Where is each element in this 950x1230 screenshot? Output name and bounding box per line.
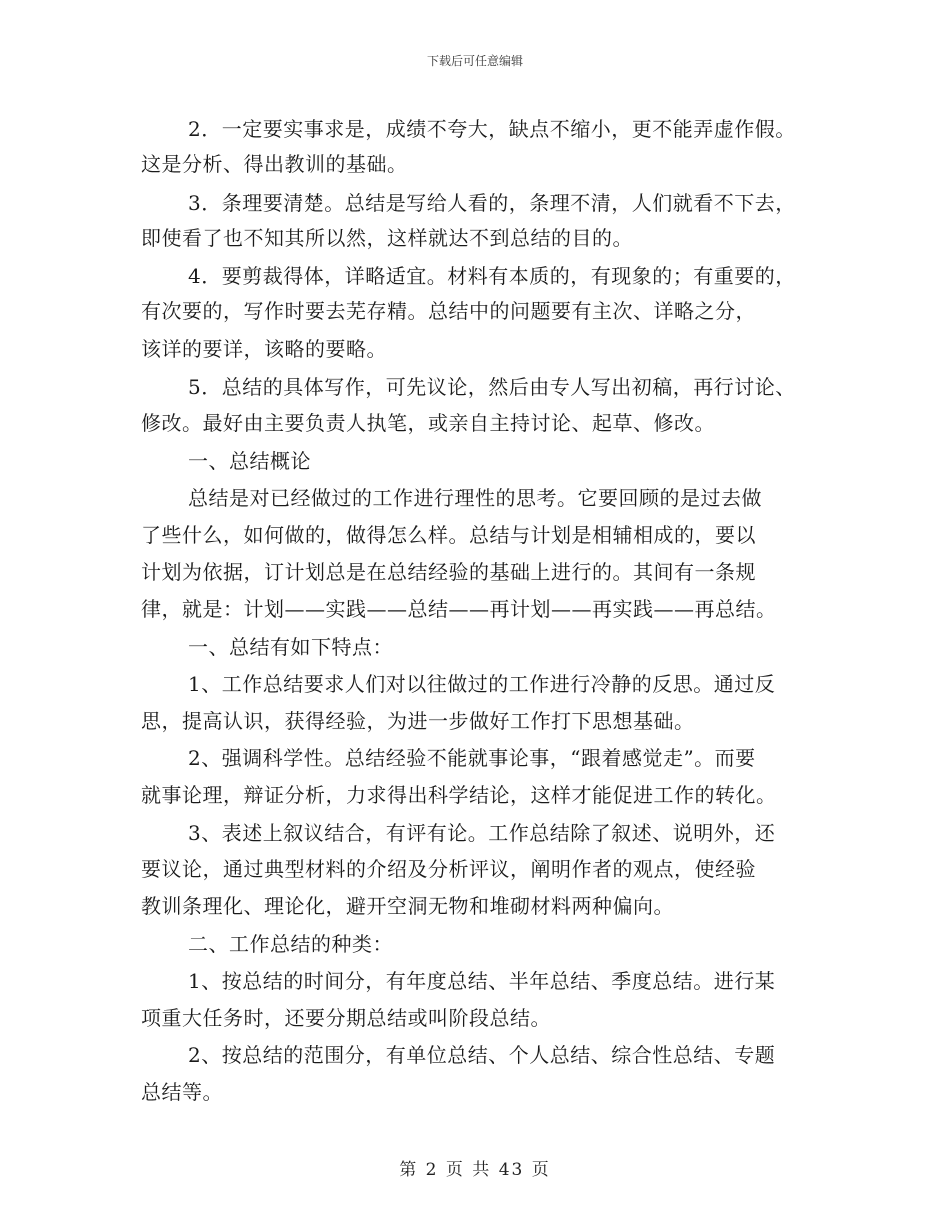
text-line: 教训条理化、理论化，避开空洞无物和堆砌材料两种偏向。 bbox=[141, 894, 674, 918]
text-line: 有次要的，写作时要去芜存精。总结中的问题要有主次、详略之分， bbox=[141, 299, 756, 323]
page-footer: 第 2 页 共 43 页 bbox=[399, 1160, 551, 1180]
text-line: 1、按总结的时间分，有年度总结、半年总结、季度总结。进行某 bbox=[188, 969, 776, 993]
text-line: 3．条理要清楚。总结是写给人看的，条理不清，人们就看不下去， bbox=[188, 191, 796, 215]
text-line: 1、工作总结要求人们对以往做过的工作进行冷静的反思。通过反 bbox=[188, 672, 776, 696]
text-line: 项重大任务时，还要分期总结或叫阶段总结。 bbox=[141, 1006, 551, 1030]
text-line: 5．总结的具体写作，可先议论，然后由专人写出初稿，再行讨论、 bbox=[188, 375, 796, 399]
text-line: 这是分析、得出教训的基础。 bbox=[141, 152, 408, 176]
text-line: 总结等。 bbox=[141, 1080, 223, 1104]
text-line: 计划为依据，订计划总是在总结经验的基础上进行的。其间有一条规 bbox=[141, 560, 756, 584]
text-line: 2、按总结的范围分，有单位总结、个人总结、综合性总结、专题 bbox=[188, 1043, 776, 1067]
page-header: 下载后可任意编辑 bbox=[426, 54, 523, 68]
text-line: 要议论，通过典型材料的介绍及分析评议，阐明作者的观点，使经验 bbox=[141, 857, 756, 881]
text-line: 2．一定要实事求是，成绩不夸大，缺点不缩小，更不能弄虚作假。 bbox=[188, 117, 796, 141]
text-line: 4．要剪裁得体，详略适宜。材料有本质的，有现象的；有重要的， bbox=[188, 264, 796, 288]
text-line: 即使看了也不知其所以然，这样就达不到总结的目的。 bbox=[141, 226, 633, 250]
text-line: 修改。最好由主要负责人执笔，或亲自主持讨论、起草、修改。 bbox=[141, 411, 715, 435]
section-heading: 一、总结有如下特点： bbox=[188, 635, 393, 659]
text-line: 了些什么，如何做的，做得怎么样。总结与计划是相辅相成的，要以 bbox=[141, 523, 756, 547]
section-heading: 二、工作总结的种类： bbox=[188, 932, 393, 956]
text-line: 思，提高认识，获得经验，为进一步做好工作打下思想基础。 bbox=[141, 709, 695, 733]
text-line: 该详的要详，该略的要略。 bbox=[141, 337, 387, 361]
text-line: 3、表述上叙议结合，有评有论。工作总结除了叙述、说明外，还 bbox=[188, 821, 776, 845]
section-heading: 一、总结概论 bbox=[188, 449, 311, 473]
text-line: 总结是对已经做过的工作进行理性的思考。它要回顾的是过去做 bbox=[188, 486, 762, 510]
text-line: 律，就是：计划——实践——总结——再计划——再实践——再总结。 bbox=[141, 597, 777, 621]
text-line: 2、强调科学性。总结经验不能就事论事，“跟着感觉走”。而要 bbox=[188, 746, 756, 770]
text-line: 就事论理，辩证分析，力求得出科学结论，这样才能促进工作的转化。 bbox=[141, 783, 777, 807]
